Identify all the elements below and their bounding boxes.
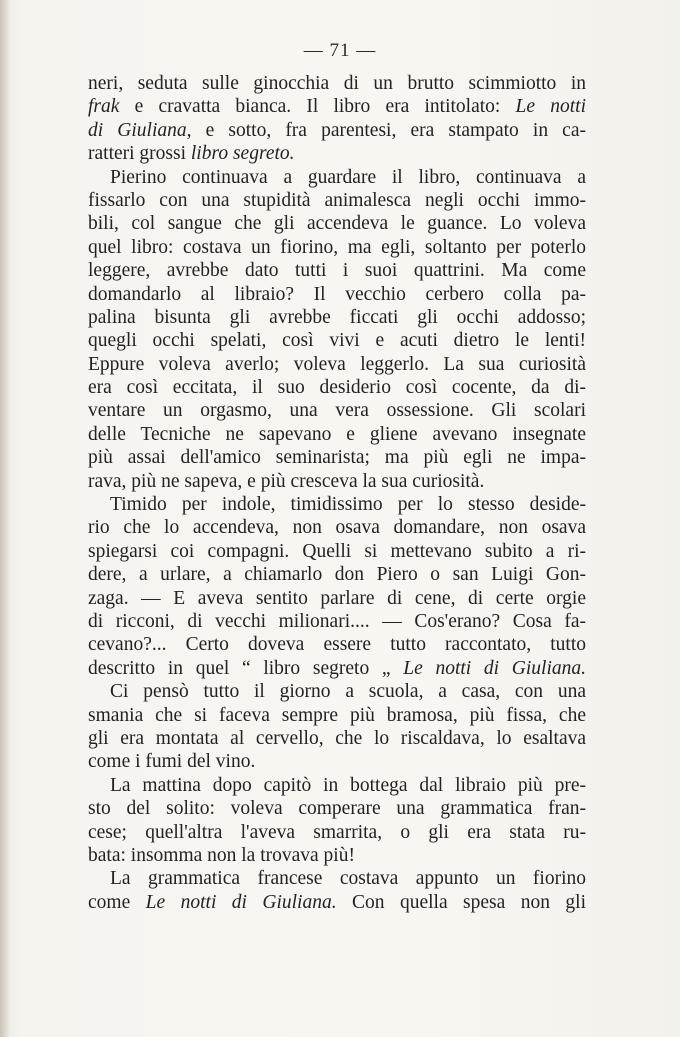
text-line: smania che si faceva sempre più bramosa, più fissa, che [88, 704, 586, 726]
body-text [88, 72, 586, 914]
text-line: La grammatica francese costava appunto un fiorino [110, 868, 586, 890]
text-segment: come [88, 891, 146, 913]
text-line: rava, più ne sapeva, e più cresceva la sua curiosità. [88, 470, 485, 492]
text-line: era così eccitata, il suo desiderio così cocente, da di- [88, 377, 586, 399]
text-line: Pierino continuava a guardare il libro, continuava a [110, 166, 586, 188]
text-line: sto del solito: voleva comperare una grammatica fran- [88, 798, 586, 820]
text-line: quegli occhi spelati, così vivi e acuti dietro le lenti! [88, 330, 586, 352]
text-line: La mattina dopo capitò in bottega dal libraio più pre- [110, 774, 586, 796]
text-line [88, 657, 586, 680]
text-line: Ci pensò tutto il giorno a scuola, a casa, con una [110, 681, 586, 703]
text-line: fissarlo con una stupidità animalesca negli occhi immo- [88, 189, 586, 211]
italic-segment: Le notti [515, 96, 586, 118]
italic-segment: Le notti di Giuliana. [145, 891, 337, 913]
italic-segment: di Giuliana, [88, 119, 192, 141]
text-line: più assai dell'amico seminarista; ma più egli ne impa- [88, 447, 586, 469]
text-segment: ratteri grossi [88, 143, 191, 165]
text-line [88, 142, 586, 165]
text-line: delle Tecniche ne sapevano e gliene avevano insegnate [88, 423, 586, 445]
text-segment: e sotto, fra parentesi, era stampato in ca- [191, 119, 586, 141]
italic-segment: libro segreto. [190, 143, 295, 165]
text-line: Eppure voleva averlo; voleva leggerlo. La sua curiosità [88, 353, 586, 375]
text-line: bata: insomma non la trovava più! [88, 844, 355, 866]
text-line: cese; quell'altra l'aveva smarrita, o gli era stata ru- [88, 821, 586, 843]
text-segment: descritto in quel “ libro segreto „ [88, 657, 404, 679]
text-segment: e cravatta bianca. Il libro era intitolato: [119, 96, 516, 118]
text-line [88, 119, 586, 142]
italic-segment: Le notti di Giuliana. [403, 657, 586, 679]
text-line [88, 95, 586, 118]
page-number: — 71 — [303, 40, 377, 61]
text-segment: Con quella spesa non gli [336, 891, 586, 913]
text-line: spiegarsi coi compagni. Quelli si mettevano subito a ri- [88, 540, 586, 562]
italic-segment: frak [88, 96, 120, 118]
text-line: ventare un orgasmo, una vera ossessione. Gli scolari [88, 400, 586, 422]
text-line: leggere, avrebbe dato tutti i suoi quattrini. Ma come [88, 260, 586, 282]
text-line: quel libro: costava un fiorino, ma egli, soltanto per poterlo [88, 236, 586, 258]
text-line: domandarlo al libraio? Il vecchio cerbero colla pa- [88, 283, 586, 305]
text-line: bili, col sangue che gli accendeva le guance. Lo voleva [88, 213, 586, 235]
text-line: dere, a urlare, a chiamarlo don Piero o san Luigi Gon- [88, 564, 586, 586]
text-line: come i fumi del vino. [88, 751, 256, 773]
text-line: rio che lo accendeva, non osava domandare, non osava [88, 517, 586, 539]
text-line: neri, seduta sulle ginocchia di un brutto scimmiotto in [88, 73, 586, 94]
text-line: zaga. — E aveva sentito parlare di cene, di certe orgie [88, 587, 586, 609]
text-line: Timido per indole, timidissimo per lo stesso deside- [110, 494, 586, 516]
page-gutter-shadow [0, 0, 10, 1037]
text-line: di ricconi, di vecchi milionari.... — Cos'erano? Cosa fa- [88, 610, 586, 632]
text-line [88, 891, 586, 914]
text-line: palina bisunta gli avrebbe ficcati gli occhi addosso; [88, 306, 586, 328]
text-line: gli era montata al cervello, che lo riscaldava, lo esaltava [88, 727, 586, 749]
text-line: cevano?... Certo doveva essere tutto raccontato, tutto [88, 634, 586, 656]
